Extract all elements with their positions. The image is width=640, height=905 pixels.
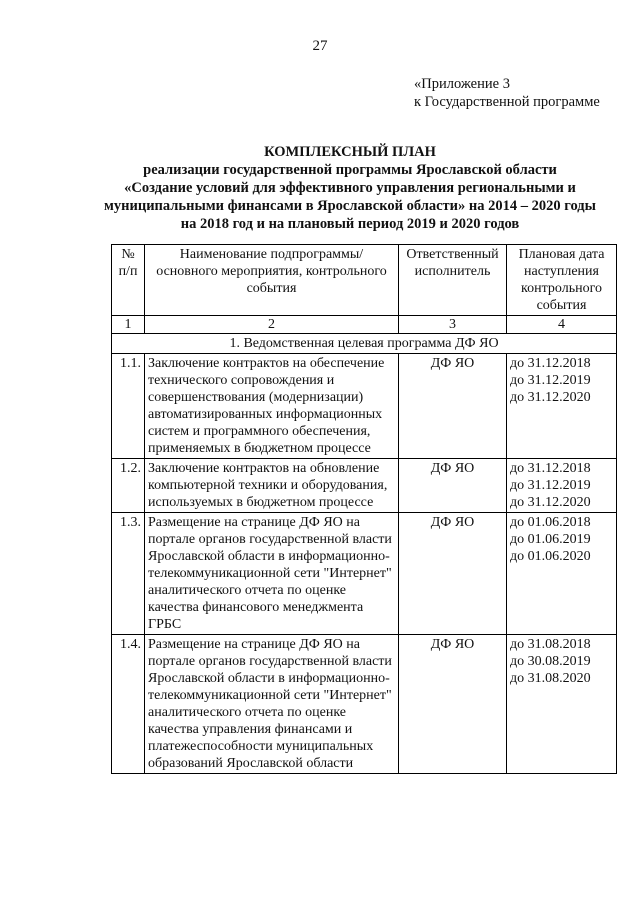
table-row — [112, 513, 617, 635]
row-date: до 31.08.2018 — [510, 637, 591, 652]
row-date: до 30.08.2019 — [510, 654, 591, 669]
heading-line-2: «Создание условий для эффективного управления региональными и — [124, 180, 576, 196]
appendix-note — [414, 75, 600, 111]
row-number: 1.1. — [112, 354, 145, 459]
row-date: до 31.12.2019 — [510, 478, 591, 493]
row-name: Размещение на странице ДФ ЯО на портале органов государственной власти Ярославской области в информационно-телекоммуникационной сети "Интернет" аналитического отчета по оценке качества управления финансами и платежеспособности муниципальных образований Ярославской области — [145, 635, 399, 774]
header-name: Наименование подпрограммы/ основного мероприятия, контрольного события — [145, 245, 399, 316]
table-row — [112, 459, 617, 513]
table-row — [112, 635, 617, 774]
header-row — [112, 245, 617, 316]
table-row — [112, 354, 617, 459]
page-number: 27 — [312, 38, 328, 54]
row-date: до 01.06.2019 — [510, 532, 591, 547]
row-date: до 01.06.2020 — [510, 549, 591, 564]
row-dates — [507, 513, 617, 635]
row-dates — [507, 354, 617, 459]
plan-table — [111, 244, 617, 774]
header-no: № п/п — [112, 245, 145, 316]
appendix-line-1: «Приложение 3 — [414, 76, 510, 92]
row-date: до 31.12.2018 — [510, 356, 591, 371]
section-row — [112, 334, 617, 354]
row-dates — [507, 635, 617, 774]
heading-line-3: муниципальными финансами в Ярославской области» на 2014 – 2020 годы — [104, 198, 596, 214]
row-number: 1.2. — [112, 459, 145, 513]
header-date: Плановая дата наступления контрольного события — [507, 245, 617, 316]
row-name: Заключение контрактов на обеспечение технического сопровождения и совершенствования (модернизации) автоматизированных информационных систем и программного обеспечения, применяемых в бюджетном процессе — [145, 354, 399, 459]
column-number: 2 — [145, 316, 399, 334]
section-title: 1. Ведомственная целевая программа ДФ ЯО — [112, 334, 617, 354]
heading-line-4: на 2018 год и на плановый период 2019 и 2020 годов — [180, 216, 520, 232]
row-executor: ДФ ЯО — [399, 354, 507, 459]
row-date: до 31.12.2019 — [510, 373, 591, 388]
heading-title: КОМПЛЕКСНЫЙ ПЛАН — [264, 144, 436, 160]
row-date: до 31.12.2020 — [510, 495, 591, 510]
appendix-line-2: к Государственной программе — [414, 94, 600, 110]
document-heading — [80, 143, 620, 233]
row-date: до 31.08.2020 — [510, 671, 591, 686]
row-date: до 31.12.2018 — [510, 461, 591, 476]
row-number: 1.3. — [112, 513, 145, 635]
column-number-row — [112, 316, 617, 334]
header-executor: Ответственный исполнитель — [399, 245, 507, 316]
row-dates — [507, 459, 617, 513]
row-date: до 31.12.2020 — [510, 390, 591, 405]
column-number: 3 — [399, 316, 507, 334]
row-name: Размещение на странице ДФ ЯО на портале органов государственной власти Ярославской области в информационно-телекоммуникационной сети "Интернет" аналитического отчета по оценке качества финансового менеджмента ГРБС — [145, 513, 399, 635]
row-executor: ДФ ЯО — [399, 513, 507, 635]
row-executor: ДФ ЯО — [399, 635, 507, 774]
row-name: Заключение контрактов на обновление компьютерной техники и оборудования, используемых в бюджетном процессе — [145, 459, 399, 513]
row-number: 1.4. — [112, 635, 145, 774]
row-date: до 01.06.2018 — [510, 515, 591, 530]
column-number: 4 — [507, 316, 617, 334]
heading-line-1: реализации государственной программы Ярославской области — [143, 162, 557, 178]
column-number: 1 — [112, 316, 145, 334]
row-executor: ДФ ЯО — [399, 459, 507, 513]
